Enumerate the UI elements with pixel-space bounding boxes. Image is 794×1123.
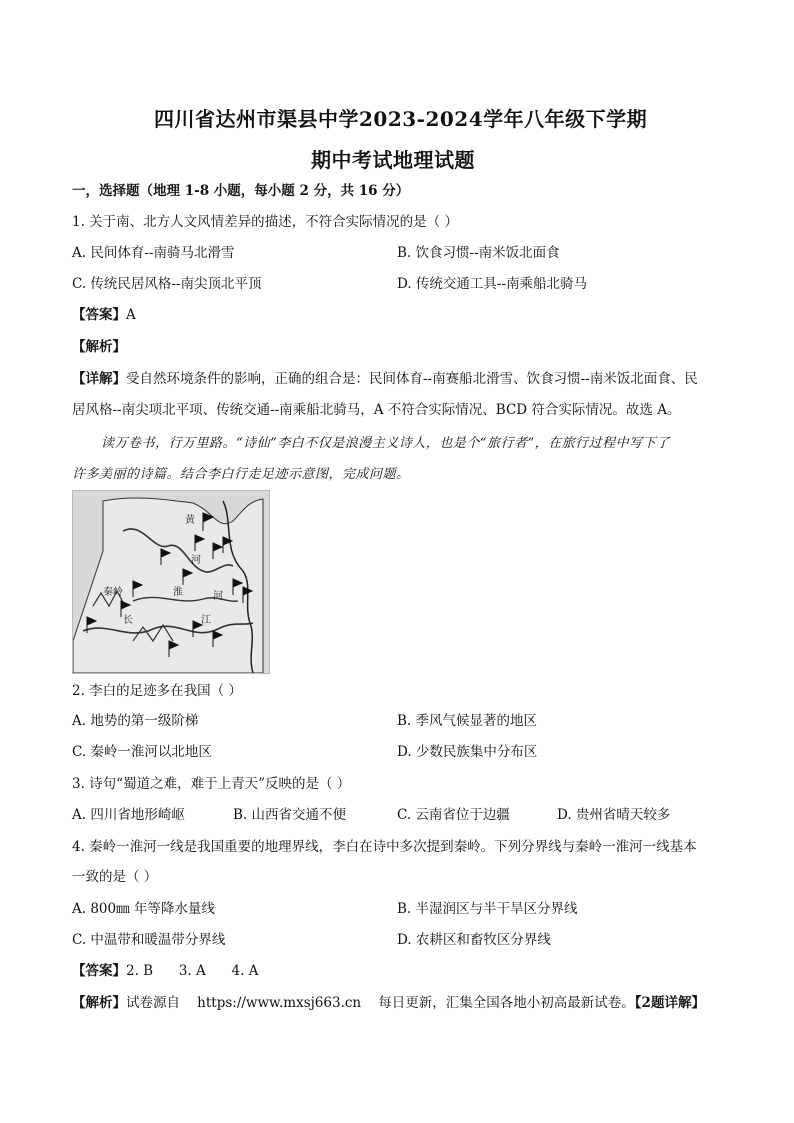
- q4-option-d: D. 农耕区和畜牧区分界线: [397, 932, 551, 948]
- page-title-line1: 四川省达州市渠县中学2023-2024学年八年级下学期: [154, 107, 648, 131]
- q3-option-d: D. 贵州省晴天较多: [557, 807, 671, 823]
- q1-option-b: B. 饮食习惯--南米饭北面食: [397, 245, 560, 261]
- analysis-text: 试卷源自 https://www.mxsj663.cn 每日更新，汇集全国各地小初高最新试卷。: [126, 995, 635, 1011]
- q3-stem: 3. 诗句“蜀道之难，难于上青天”反映的是（ ）: [72, 776, 351, 792]
- answers-2-4: [72, 962, 258, 980]
- q2-option-a: A. 地势的第一级阶梯: [72, 713, 199, 729]
- detail-tag: 【详解】: [72, 371, 126, 387]
- q1-option-a: A. 民间体育--南骑马北滑雪: [72, 245, 235, 261]
- map-label-he2: 河: [213, 591, 223, 602]
- page-title-line2: 期中考试地理试题: [311, 148, 475, 172]
- q1-detail-line1: [72, 370, 698, 388]
- answer-tag: 【答案】: [72, 307, 126, 323]
- q1-detail-line2: 居风格--南尖项北平项、传统交通--南乘船北骑马，A 不符合实际情况、BCD 符合实际情况。故选 A。: [72, 402, 681, 418]
- li-bai-route-map: [72, 490, 270, 674]
- section-heading: 一，选择题（地理 1-8 小题，每小题 2 分，共 16 分）: [72, 183, 410, 199]
- q1-stem: 1. 关于南、北方人文风情差异的描述，不符合实际情况的是（ ）: [72, 214, 458, 230]
- map-label-chang: 长: [123, 615, 133, 626]
- answers-text: 2. B 3. A 4. A: [126, 963, 259, 979]
- q2-option-d: D. 少数民族集中分布区: [397, 744, 538, 760]
- detail-text: 受自然环境条件的影响，正确的组合是：民间体育--南赛船北滑雪、饮食习惯--南米饭北面食、民: [126, 371, 698, 387]
- map-svg: [73, 491, 269, 673]
- q1-option-c: C. 传统民居风格--南尖顶北平顶: [72, 276, 262, 292]
- passage-line2: 许多美丽的诗篇。结合李白行走足迹示意图，完成问题。: [72, 467, 410, 482]
- q4-option-b: B. 半湿润区与半干旱区分界线: [397, 901, 578, 917]
- analysis-tail: 【2题详解】: [634, 995, 705, 1011]
- q3-option-c: C. 云南省位于边疆: [397, 807, 510, 823]
- q1-analysis-tag: 【解析】: [72, 339, 126, 355]
- map-label-he1: 河: [191, 555, 201, 566]
- q3-option-b: B. 山西省交通不便: [233, 807, 347, 823]
- map-label-jiang: 江: [201, 615, 211, 626]
- q3-option-a: A. 四川省地形崎岖: [72, 807, 185, 823]
- analysis-2: [72, 994, 705, 1012]
- passage-line1: 读万卷书，行万里路。“诗仙”李白不仅是浪漫主义诗人，也是个“旅行者”，在旅行过程中写下了: [101, 436, 670, 451]
- answers-tag: 【答案】: [72, 963, 126, 979]
- q4-stem-line1: 4. 秦岭一淮河一线是我国重要的地理界线，李白在诗中多次提到秦岭。下列分界线与秦岭一淮河一线基本: [72, 839, 697, 855]
- analysis-tag: 【解析】: [72, 995, 126, 1011]
- q4-stem-line2: 一致的是（ ）: [72, 869, 158, 885]
- map-label-qinling: 秦岭: [103, 587, 123, 598]
- q4-option-c: C. 中温带和暖温带分界线: [72, 932, 226, 948]
- q2-option-c: C. 秦岭一淮河以北地区: [72, 744, 212, 760]
- q1-option-d: D. 传统交通工具--南乘船北骑马: [397, 276, 588, 292]
- q1-answer: [72, 306, 136, 324]
- q4-option-a: A. 800㎜ 年等降水量线: [72, 901, 215, 917]
- map-label-huai: 淮: [173, 587, 183, 598]
- map-label-huang: 黄: [185, 515, 195, 526]
- q2-option-b: B. 季风气候显著的地区: [397, 713, 538, 729]
- q2-stem: 2. 李白的足迹多在我国（ ）: [72, 683, 242, 699]
- answer-value: A: [126, 307, 136, 323]
